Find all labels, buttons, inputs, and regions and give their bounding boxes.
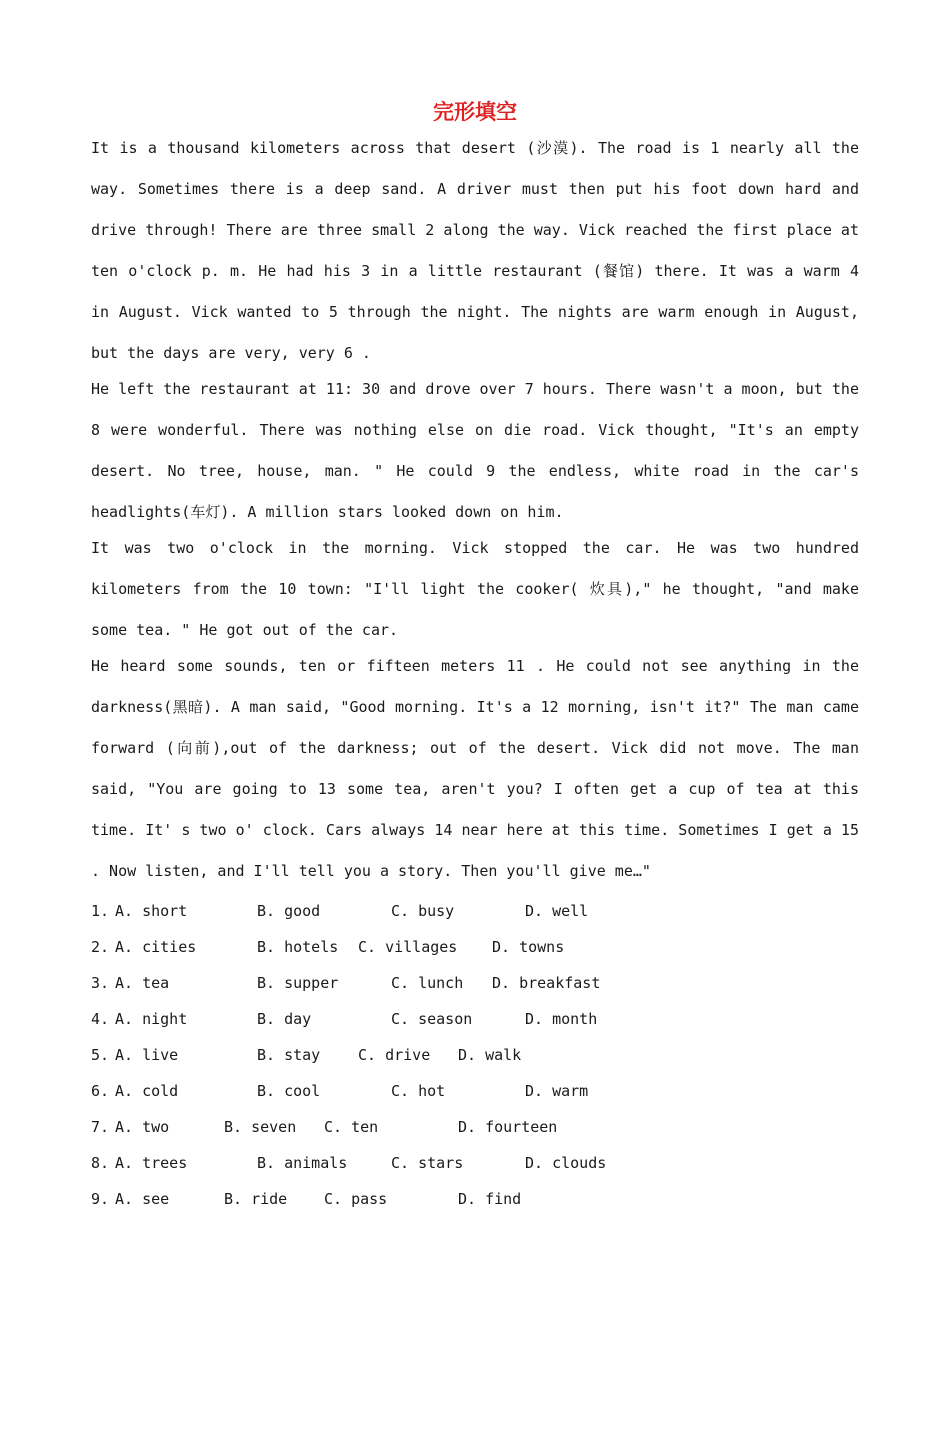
question-row-8 — [91, 1145, 607, 1181]
option-c: C. busy — [391, 902, 455, 920]
question-number: 1. — [91, 902, 110, 920]
option-c: C. lunch — [391, 974, 464, 992]
passage — [91, 128, 859, 892]
question-number: 9. — [91, 1190, 110, 1208]
option-a: A. night — [115, 1010, 188, 1028]
question-row-7 — [91, 1109, 558, 1145]
option-d: D. clouds — [525, 1154, 607, 1172]
option-c: C. stars — [391, 1154, 464, 1172]
question-number: 2. — [91, 938, 110, 956]
option-c: C. hot — [391, 1082, 446, 1100]
option-d: D. well — [525, 902, 589, 920]
paragraph-4: He heard some sounds, ten or fifteen meters 11 . He could not see anything in the darkness(黑暗). A man said, "Good morning. It's a 12 morning, isn't it?" The man came forward (向前),out of the darkness; out of the desert. Vick did not move. The man said, "You are going to 13 some tea, aren't you? I often get a cup of tea at this time. It' s two o' clock. Cars always 14 near here at this time. Sometimes I get a 15 . Now listen, and I'll tell you a story. Then you'll give me…" — [91, 657, 859, 880]
question-number: 3. — [91, 974, 110, 992]
option-d: D. towns — [492, 938, 565, 956]
question-row-6 — [91, 1073, 589, 1109]
question-number: 5. — [91, 1046, 110, 1064]
option-b: B. seven — [224, 1118, 297, 1136]
option-c: C. drive — [358, 1046, 431, 1064]
question-row-9 — [91, 1181, 522, 1217]
question-number: 4. — [91, 1010, 110, 1028]
page-title: 完形填空 — [433, 100, 517, 124]
option-c: C. pass — [324, 1190, 388, 1208]
option-a: A. short — [115, 902, 188, 920]
option-a: A. tea — [115, 974, 170, 992]
paragraph-3: It was two o'clock in the morning. Vick stopped the car. He was two hundred kilometers from the 10 town: "I'll light the cooker( 炊具)," he thought, "and make some tea. " He got out of the car. — [91, 539, 859, 639]
option-c: C. season — [391, 1010, 473, 1028]
question-number: 7. — [91, 1118, 110, 1136]
option-a: A. see — [115, 1190, 170, 1208]
option-d: D. fourteen — [458, 1118, 558, 1136]
option-a: A. trees — [115, 1154, 188, 1172]
option-a: A. live — [115, 1046, 179, 1064]
option-a: A. cities — [115, 938, 197, 956]
question-row-5 — [91, 1037, 522, 1073]
option-a: A. cold — [115, 1082, 179, 1100]
option-b: B. day — [257, 1010, 312, 1028]
option-c: C. ten — [324, 1118, 379, 1136]
option-b: B. ride — [224, 1190, 288, 1208]
paragraph-1: It is a thousand kilometers across that desert (沙漠). The road is 1 nearly all the way. Sometimes there is a deep sand. A driver must then put his foot down hard and drive through! There are three small 2 along the way. Vick reached the first place at ten o'clock p. m. He had his 3 in a little restaurant (餐馆) there. It was a warm 4 in August. Vick wanted to 5 through the night. The nights are warm enough in August, but the days are very, very 6 . — [91, 139, 859, 362]
option-d: D. walk — [458, 1046, 522, 1064]
option-b: B. good — [257, 902, 321, 920]
option-d: D. warm — [525, 1082, 589, 1100]
option-d: D. month — [525, 1010, 598, 1028]
question-number: 6. — [91, 1082, 110, 1100]
question-number: 8. — [91, 1154, 110, 1172]
option-c: C. villages — [358, 938, 458, 956]
answer-options — [91, 893, 607, 1217]
option-b: B. cool — [257, 1082, 321, 1100]
option-d: D. breakfast — [492, 974, 601, 992]
question-row-3 — [91, 965, 601, 1001]
question-row-2 — [91, 929, 565, 965]
option-b: B. stay — [257, 1046, 321, 1064]
option-b: B. animals — [257, 1154, 348, 1172]
paragraph-2: He left the restaurant at 11: 30 and drove over 7 hours. There wasn't a moon, but the 8 were wonderful. There was nothing else on die road. Vick thought, "It's an empty desert. No tree, house, man. " He could 9 the endless, white road in the car's headlights(车灯). A million stars looked down on him. — [91, 380, 859, 521]
question-row-1 — [91, 893, 589, 929]
option-d: D. find — [458, 1190, 522, 1208]
option-b: B. hotels — [257, 938, 339, 956]
option-b: B. supper — [257, 974, 339, 992]
option-a: A. two — [115, 1118, 170, 1136]
question-row-4 — [91, 1001, 598, 1037]
